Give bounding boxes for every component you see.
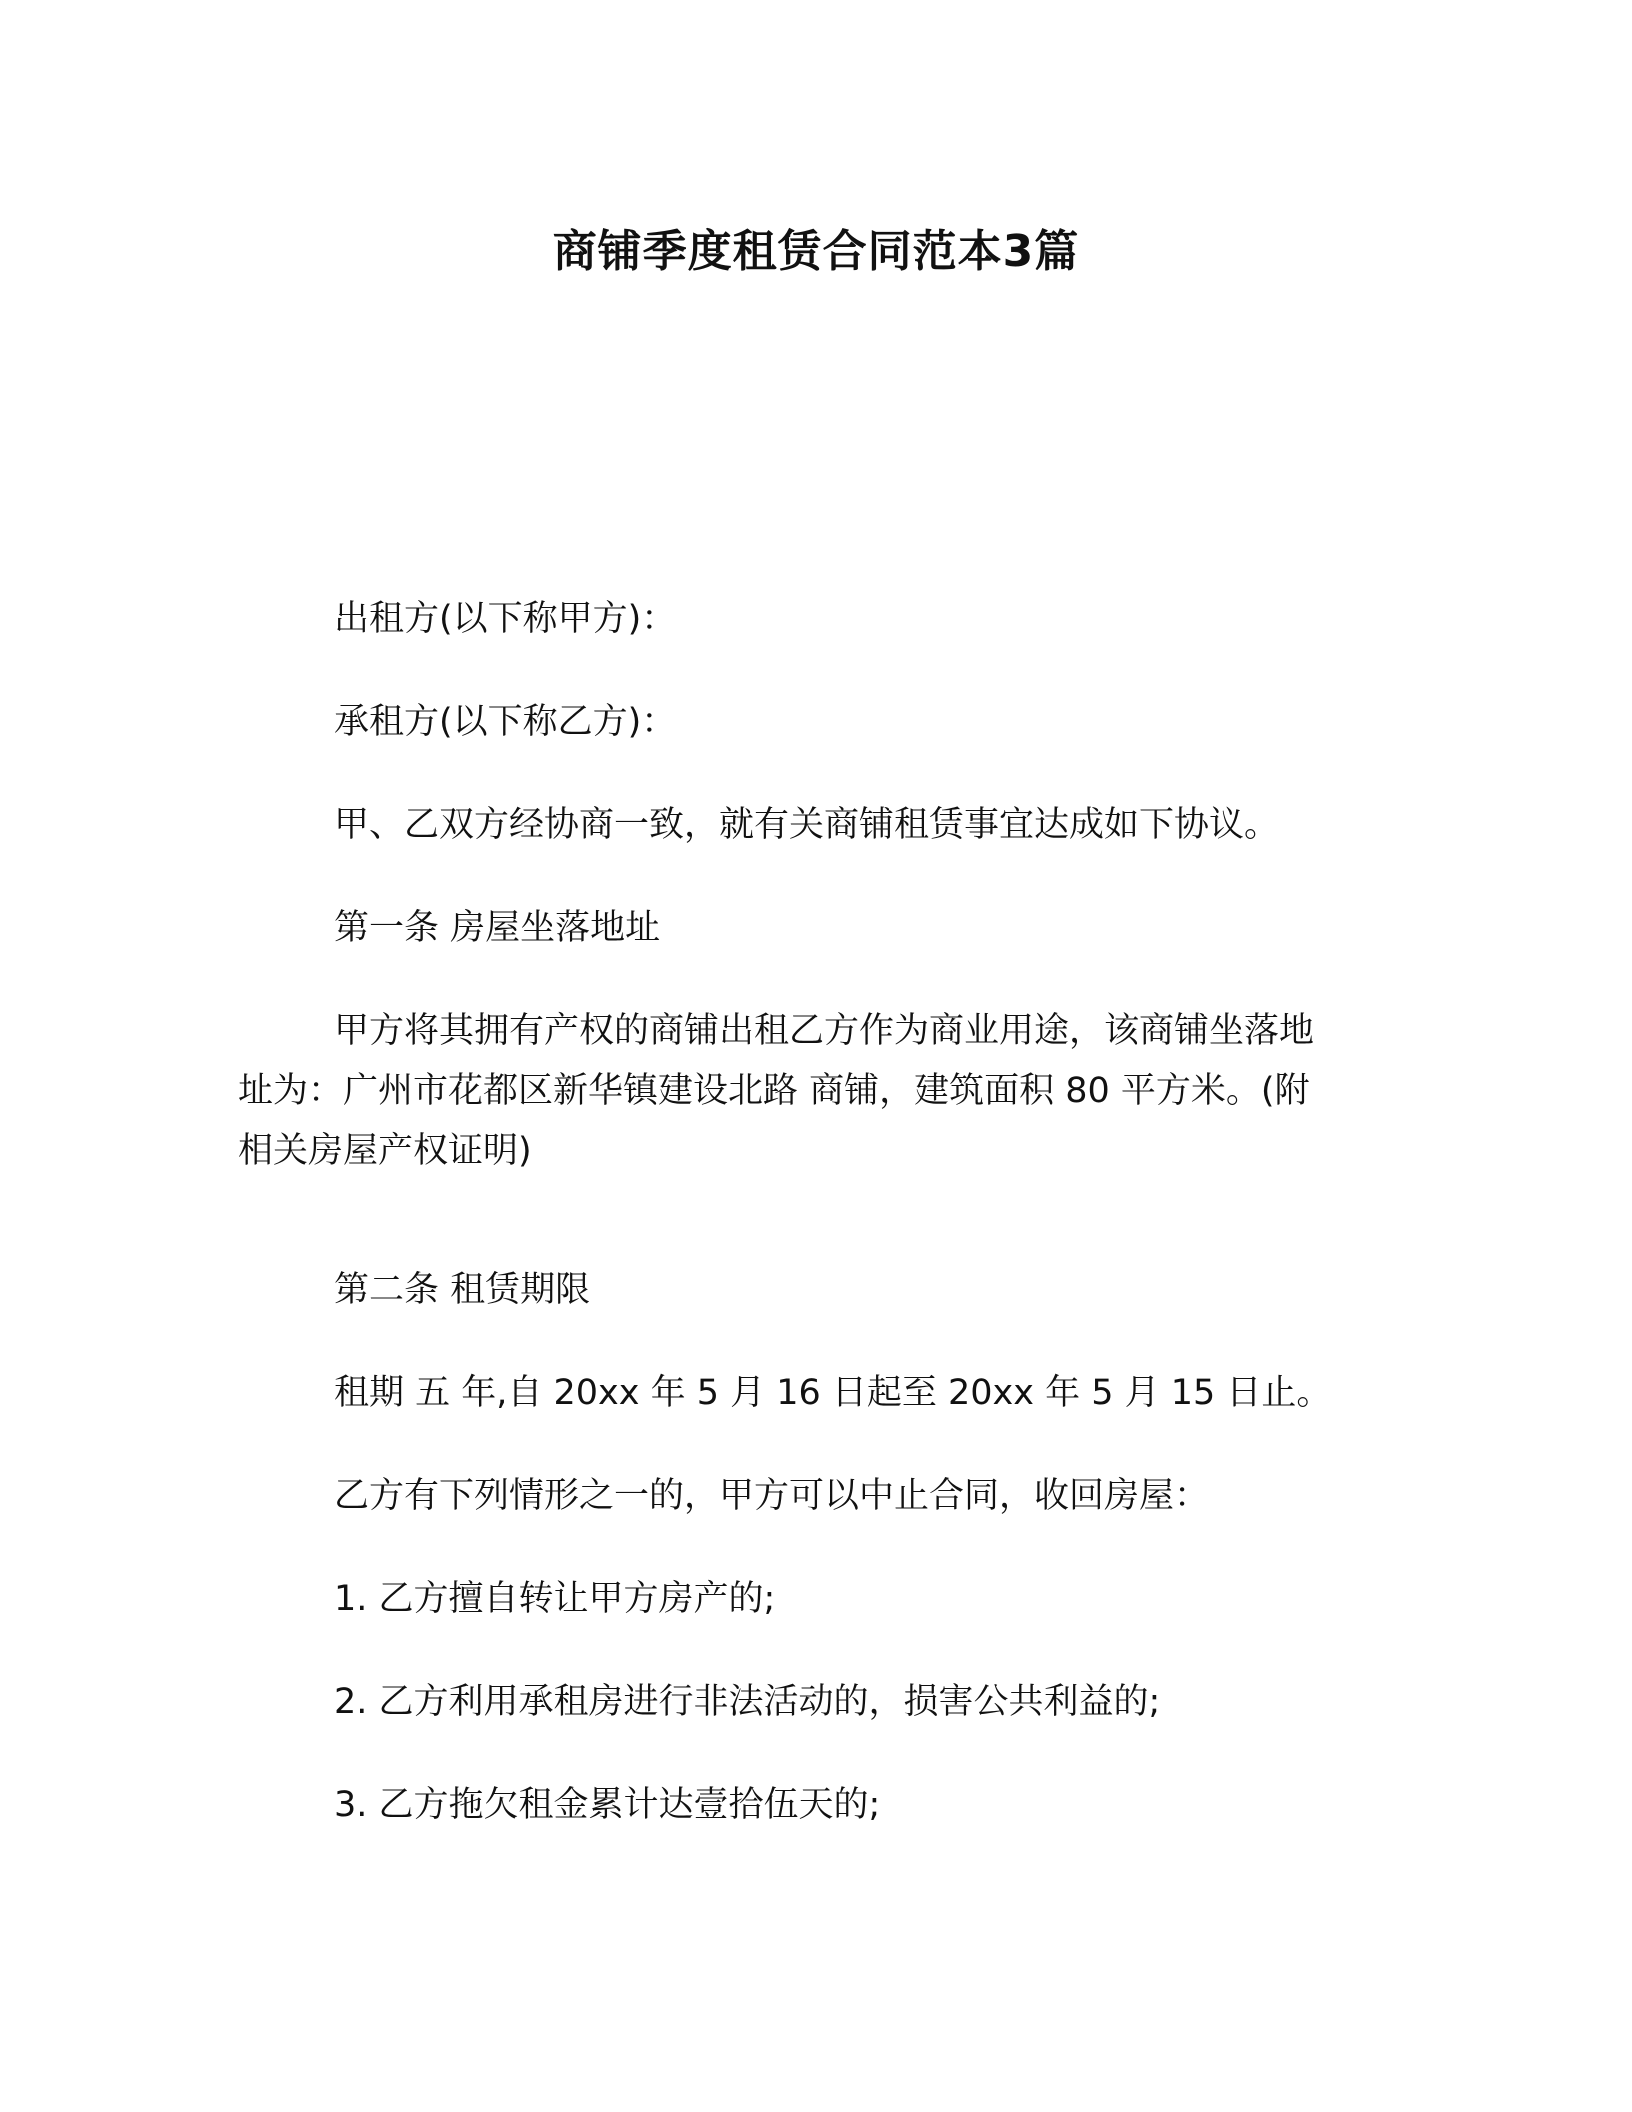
article1-body [238, 1001, 1398, 1181]
article1-body-line1: 甲方将其拥有产权的商铺出租乙方作为商业用途，该商铺坐落地 [334, 1011, 1315, 1051]
termination-intro: 乙方有下列情形之一的，甲方可以中止合同，收回房屋： [334, 1476, 1210, 1516]
agreement-paragraph: 甲、乙双方经协商一致，就有关商铺租赁事宜达成如下协议。 [334, 805, 1280, 845]
lessee-line: 承租方(以下称乙方)： [334, 702, 677, 742]
article1-body-line3: 相关房屋产权证明) [238, 1131, 532, 1171]
termination-item-1: 1. 乙方擅自转让甲方房产的; [334, 1579, 776, 1619]
lessor-line: 出租方(以下称甲方)： [334, 599, 677, 639]
termination-item-2: 2. 乙方利用承租房进行非法活动的，损害公共利益的; [334, 1682, 1161, 1722]
article1-heading: 第一条 房屋坐落地址 [334, 908, 661, 948]
article2-heading: 第二条 租赁期限 [334, 1270, 591, 1310]
document-title: 商铺季度租赁合同范本3篇 [552, 226, 1080, 277]
article1-body-line2: 址为：广州市花都区新华镇建设北路 商铺，建筑面积 80 平方米。(附 [238, 1071, 1310, 1111]
lease-term-paragraph: 租期 五 年,自 20xx 年 5 月 16 日起至 20xx 年 5 月 15 日止。 [334, 1373, 1332, 1413]
termination-item-3: 3. 乙方拖欠租金累计达壹拾伍天的; [334, 1785, 881, 1825]
